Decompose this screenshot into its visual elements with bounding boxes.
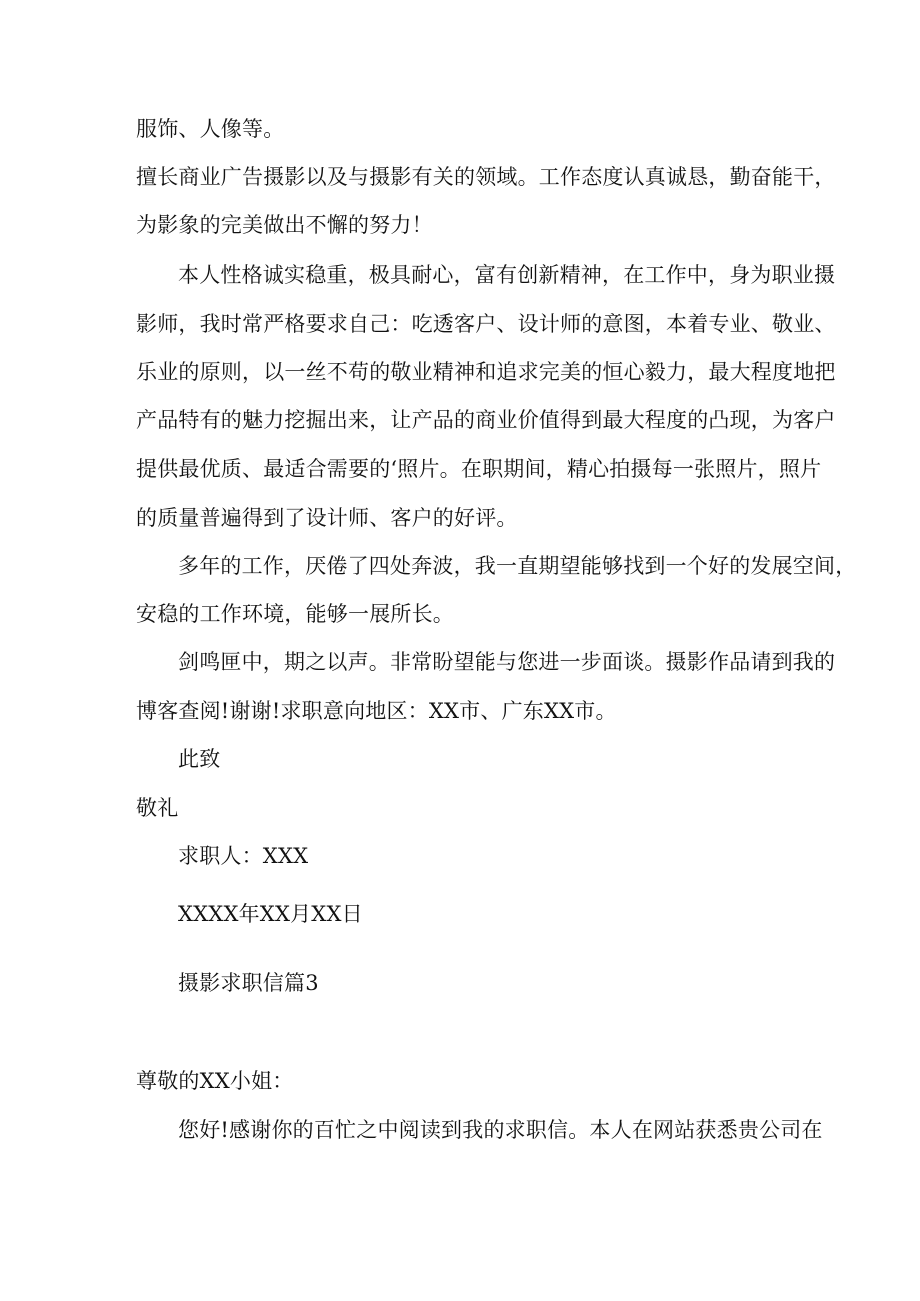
paragraph-line: 影师，我时常严格要求自己：吃透客户、设计师的意图，本着专业、敬业、: [136, 312, 836, 336]
paragraph-line: 为影象的完美做出不懈的努力！: [136, 213, 433, 237]
paragraph-line: 产品特有的魅力挖掘出来，让产品的商业价值得到最大程度的凸现，为客户: [136, 408, 836, 432]
paragraph-line: 本人性格诚实稳重，极具耐心，富有创新精神，在工作中，身为职业摄: [178, 263, 836, 287]
paragraph-line: 剑鸣匣中，期之以声。非常盼望能与您进一步面谈。摄影作品请到我的: [178, 650, 836, 674]
paragraph-line: 的质量普遍得到了设计师、客户的好评。: [136, 506, 518, 530]
closing-salutation: 此致: [178, 747, 221, 771]
section-title: 摄影求职信篇3: [178, 971, 319, 995]
paragraph-line: 您好!感谢你的百忙之中阅读到我的求职信。本人在网站获悉贵公司在: [178, 1118, 823, 1142]
closing-regards: 敬礼: [136, 796, 179, 820]
paragraph-line: 博客查阅!谢谢!求职意向地区：XX市、广东XX市。: [136, 699, 617, 723]
paragraph-line: 乐业的原则，以一丝不苟的敬业精神和追求完美的恒心毅力，最大程度地把: [136, 360, 836, 384]
paragraph-line: 擅长商业广告摄影以及与摄影有关的领域。工作态度认真诚恳，勤奋能干，: [136, 165, 836, 189]
paragraph-line: 多年的工作，厌倦了四处奔波，我一直期望能够找到一个好的发展空间，: [178, 554, 857, 578]
paragraph-line: 服饰、人像等。: [136, 117, 285, 141]
paragraph-line: 安稳的工作环境，能够一展所长。: [136, 602, 454, 626]
letter-greeting: 尊敬的XX小姐：: [136, 1069, 294, 1093]
paragraph-line: 提供最优质、最适合需要的‘照片。在职期间，精心拍摄每一张照片，照片: [136, 457, 822, 481]
signature-name: 求职人：XXX: [178, 844, 309, 868]
signature-date: XXXX年XX月XX日: [178, 902, 363, 926]
